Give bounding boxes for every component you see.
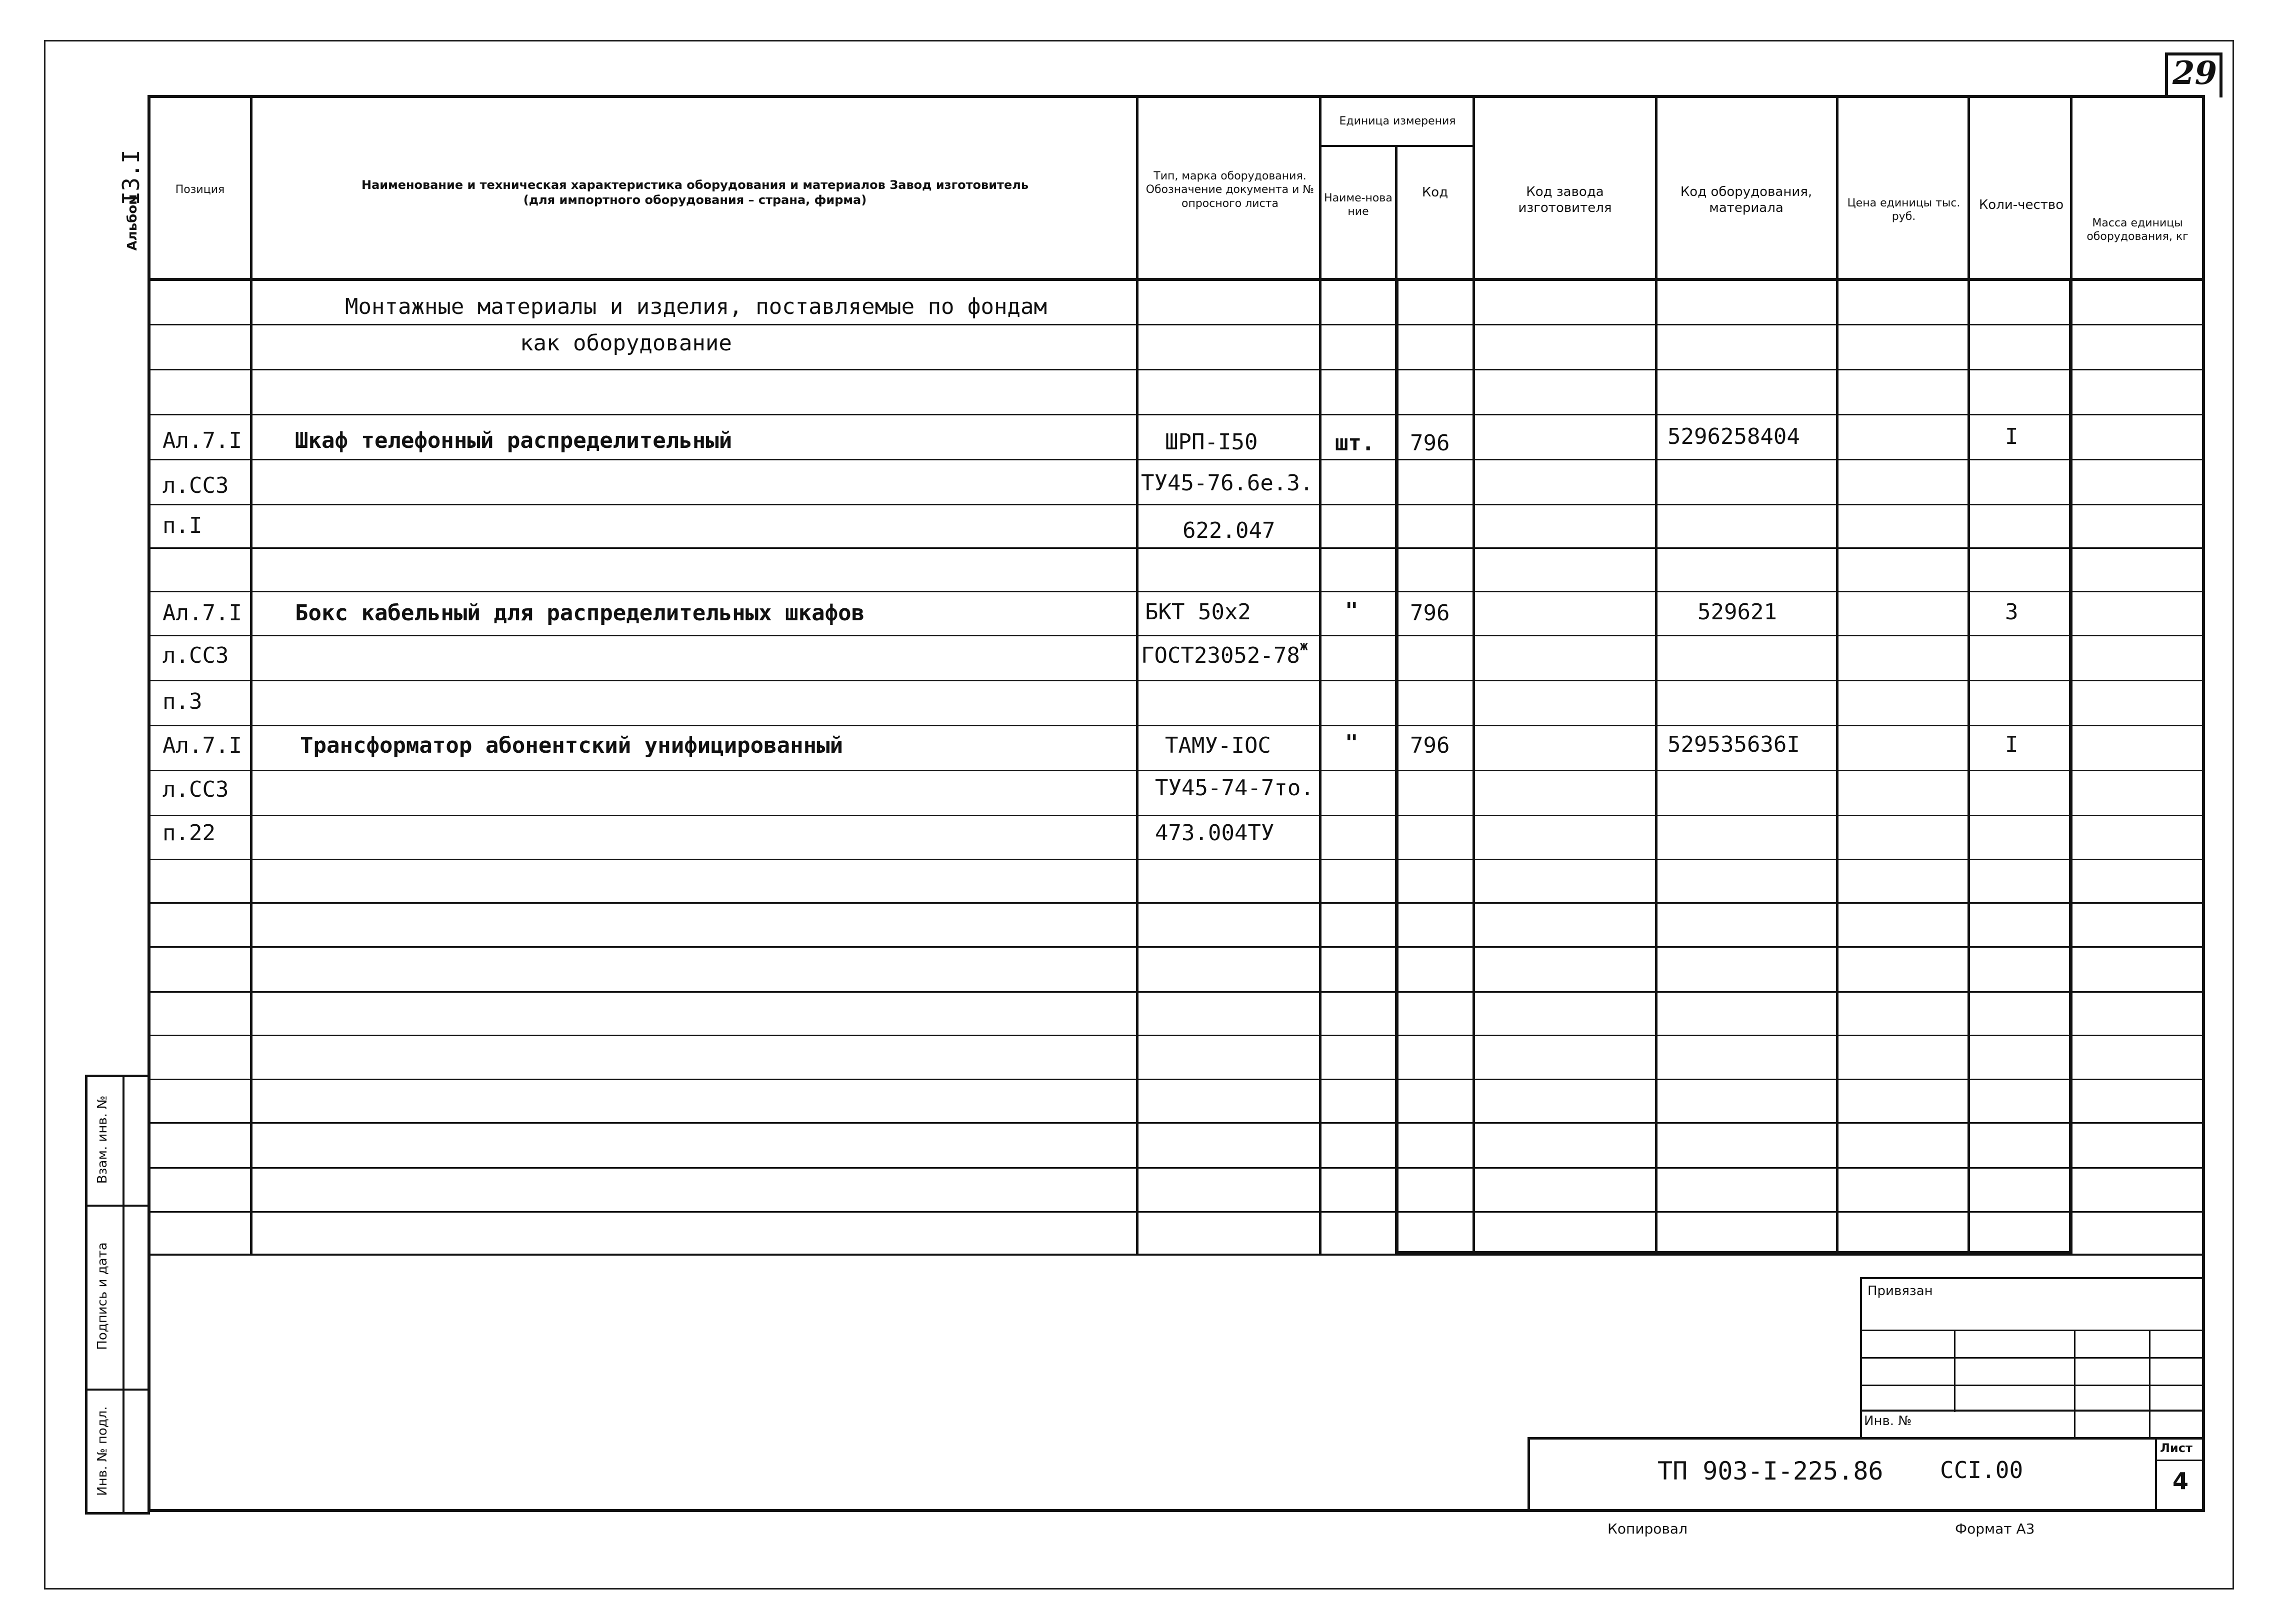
row-position: л.СС3	[162, 643, 229, 668]
header-equipment-code: Код оборудования, материала	[1680, 184, 1812, 215]
row-line	[148, 1122, 2205, 1124]
side-stamp-vzam: Взам. инв. №	[95, 1095, 110, 1184]
row-unit: "	[1345, 598, 1358, 623]
row-eq-code: 5296258404	[1668, 424, 1800, 449]
album-value: I3.I	[118, 149, 144, 205]
unit-group-divider	[1319, 145, 1472, 147]
side-stamp-sign: Подпись и дата	[95, 1242, 110, 1350]
row-line	[148, 680, 2205, 681]
row-line	[148, 770, 2205, 771]
row-type: ШРП-I50	[1165, 429, 1258, 455]
privyazan-label: Привязан	[1868, 1284, 1933, 1299]
row-line	[148, 1167, 2205, 1169]
sheet-code: ССI.00	[1940, 1457, 2024, 1484]
row-line	[148, 946, 2205, 948]
row-name: Шкаф телефонный распределительный	[295, 428, 732, 453]
row-line	[148, 1254, 2205, 1256]
header-unit-group: Единица измерения	[1339, 114, 1456, 127]
header-position: Позиция	[175, 183, 225, 196]
row-code: 796	[1410, 733, 1450, 758]
footer-format: Формат А3	[1955, 1521, 2035, 1537]
tb-line	[1954, 1330, 1956, 1412]
side-stamp-divider	[85, 1389, 150, 1391]
tb-line	[2074, 1330, 2076, 1437]
row-type: ТУ45-76.6е.3.	[1141, 470, 1314, 496]
doc-code: ТП 903-I-225.86	[1658, 1457, 1884, 1486]
tb-line	[1860, 1357, 2205, 1359]
side-stamp-divider	[85, 1205, 150, 1207]
footer-copied: Копировал	[1608, 1521, 1688, 1537]
row-line	[148, 414, 2205, 415]
col-line	[250, 95, 252, 1255]
tb-line	[2155, 1460, 2205, 1461]
row-type: БКТ 50х2	[1145, 599, 1251, 625]
row-code: 796	[1410, 430, 1450, 456]
row-position: Ал.7.I	[162, 600, 242, 626]
album-label: Альбом	[125, 194, 140, 251]
row-position: п.I	[162, 513, 202, 538]
row-position: л.СС3	[162, 473, 229, 498]
tb-line	[1860, 1410, 2205, 1412]
row-line	[148, 1211, 2205, 1213]
side-stamp-inv: Инв. № подл.	[95, 1406, 110, 1496]
row-position: п.3	[162, 689, 202, 714]
row-position: Ал.7.I	[162, 428, 242, 453]
row-type: ТАМУ-IОС	[1165, 733, 1271, 758]
header-type: Тип, марка оборудования. Обозначение документа и № опросного листа	[1146, 169, 1314, 210]
row-qty: 3	[2005, 599, 2018, 625]
row-unit: шт.	[1335, 430, 1375, 456]
row-type: ГОСТ23052-78	[1141, 643, 1300, 668]
tb-line	[2155, 1437, 2157, 1512]
col-line	[1136, 95, 1138, 1255]
side-stamp-divider	[122, 1075, 124, 1515]
row-type: 473.004ТУ	[1155, 820, 1274, 846]
inv-no-label: Инв. №	[1864, 1414, 1912, 1429]
row-position: п.22	[162, 820, 216, 846]
row-line	[148, 902, 2205, 904]
row-line	[148, 859, 2205, 860]
row-line	[148, 991, 2205, 993]
row-unit: "	[1345, 730, 1358, 756]
row-position: Ал.7.I	[162, 733, 242, 758]
row-qty: I	[2005, 732, 2018, 757]
row-type-superscript: ж	[1300, 639, 1308, 654]
row-line	[148, 459, 2205, 460]
row-line	[148, 591, 2205, 592]
header-factory-code: Код завода изготовителя	[1518, 184, 1612, 215]
sheet-number: 4	[2172, 1468, 2189, 1495]
row-eq-code: 529535636I	[1668, 732, 1800, 757]
row-type: ТУ45-74-7то.	[1155, 775, 1314, 801]
row-position: л.СС3	[162, 777, 229, 802]
row-line	[148, 504, 2205, 505]
page-number: 29	[2172, 54, 2218, 92]
tb-line	[2149, 1330, 2150, 1437]
row-qty: I	[2005, 424, 2018, 449]
header-mass: Масса единицы оборудования, кг	[2086, 216, 2188, 243]
row-line	[148, 635, 2205, 636]
row-line	[148, 1035, 2205, 1036]
col-line	[1319, 95, 1322, 1255]
header-unit-name: Наиме-нование	[1324, 191, 1392, 218]
header-quantity: Коли-чество	[1978, 197, 2064, 212]
tb-line	[1860, 1385, 2205, 1386]
row-code: 796	[1410, 600, 1450, 626]
header-name: Наименование и техническая характеристика оборудования и материалов Завод изготовитель (для импортного оборудования – страна, фирма)	[361, 178, 1028, 207]
row-line	[148, 725, 2205, 726]
row-line	[148, 815, 2205, 816]
row-line	[148, 1079, 2205, 1080]
row-name: Трансформатор абонентский унифицированный	[300, 733, 844, 758]
section-title-line2: как оборудование	[520, 330, 732, 356]
sheet-label: Лист	[2160, 1441, 2192, 1455]
row-name: Бокс кабельный для распределительных шкафов	[295, 600, 865, 626]
row-line	[148, 369, 2205, 370]
header-unit-code: Код	[1422, 184, 1448, 200]
row-line	[148, 324, 2205, 325]
tb-line	[1860, 1330, 2205, 1331]
row-type: 622.047	[1182, 518, 1276, 543]
header-price: Цена единицы тыс. руб.	[1847, 196, 1960, 223]
row-line	[148, 547, 2205, 549]
section-title-line1: Монтажные материалы и изделия, поставляемые по фондам	[345, 294, 1047, 319]
row-eq-code: 529621	[1698, 599, 1777, 625]
